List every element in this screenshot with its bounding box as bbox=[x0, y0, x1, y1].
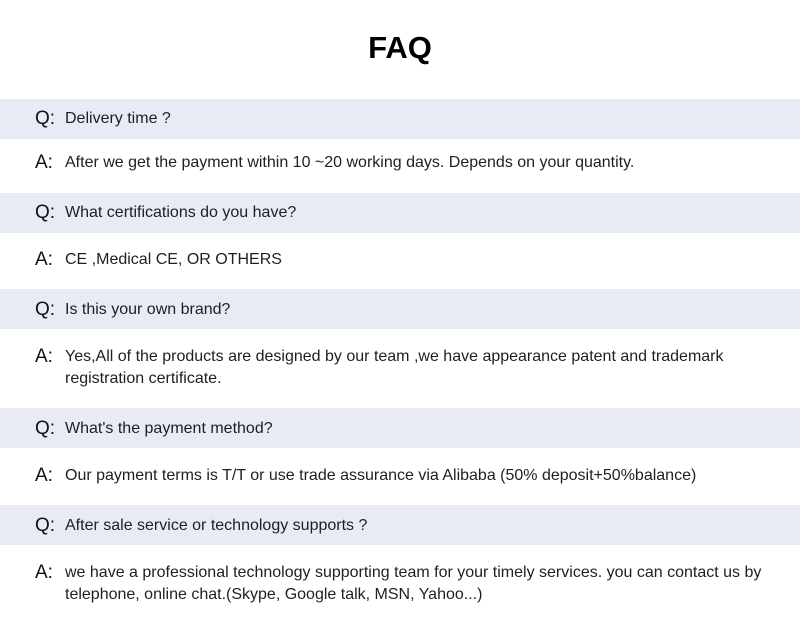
answer-marker: A: bbox=[35, 249, 53, 270]
faq-answer-row bbox=[0, 139, 800, 193]
faq-question-row bbox=[0, 289, 800, 329]
question-text: What certifications do you have? bbox=[65, 204, 297, 221]
question-marker: Q: bbox=[35, 202, 56, 223]
faq-answer-row bbox=[0, 329, 800, 408]
faq-question-row bbox=[0, 408, 800, 448]
faq-answer-row bbox=[0, 545, 800, 639]
page-title: FAQ bbox=[368, 30, 432, 65]
question-marker: Q: bbox=[35, 515, 56, 536]
answer-text: we have a professional technology supporting team for your timely services. you can contact us by telephone, online chat.(Skype, Google talk, MSN, Yahoo...) bbox=[65, 564, 762, 603]
question-text: Delivery time ? bbox=[65, 110, 171, 127]
answer-marker: A: bbox=[35, 562, 53, 583]
faq-question-row bbox=[0, 99, 800, 139]
answer-marker: A: bbox=[35, 346, 53, 367]
question-marker: Q: bbox=[35, 108, 56, 129]
faq-question-row bbox=[0, 193, 800, 233]
question-text: Is this your own brand? bbox=[65, 301, 231, 318]
answer-text: After we get the payment within 10 ~20 working days. Depends on your quantity. bbox=[65, 154, 635, 171]
faq-answer-row bbox=[0, 448, 800, 505]
answer-text: Yes,All of the products are designed by our team ,we have appearance patent and trademark registration certificate. bbox=[65, 348, 724, 387]
answer-marker: A: bbox=[35, 465, 53, 486]
question-marker: Q: bbox=[35, 299, 56, 320]
answer-marker: A: bbox=[35, 152, 53, 173]
question-marker: Q: bbox=[35, 418, 56, 439]
faq-question-row bbox=[0, 505, 800, 545]
question-text: What's the payment method? bbox=[65, 420, 273, 437]
answer-text: CE ,Medical CE, OR OTHERS bbox=[65, 251, 282, 268]
answer-text: Our payment terms is T/T or use trade assurance via Alibaba (50% deposit+50%balance) bbox=[65, 467, 697, 484]
faq-answer-row bbox=[0, 233, 800, 289]
question-text: After sale service or technology supports ? bbox=[65, 517, 368, 534]
